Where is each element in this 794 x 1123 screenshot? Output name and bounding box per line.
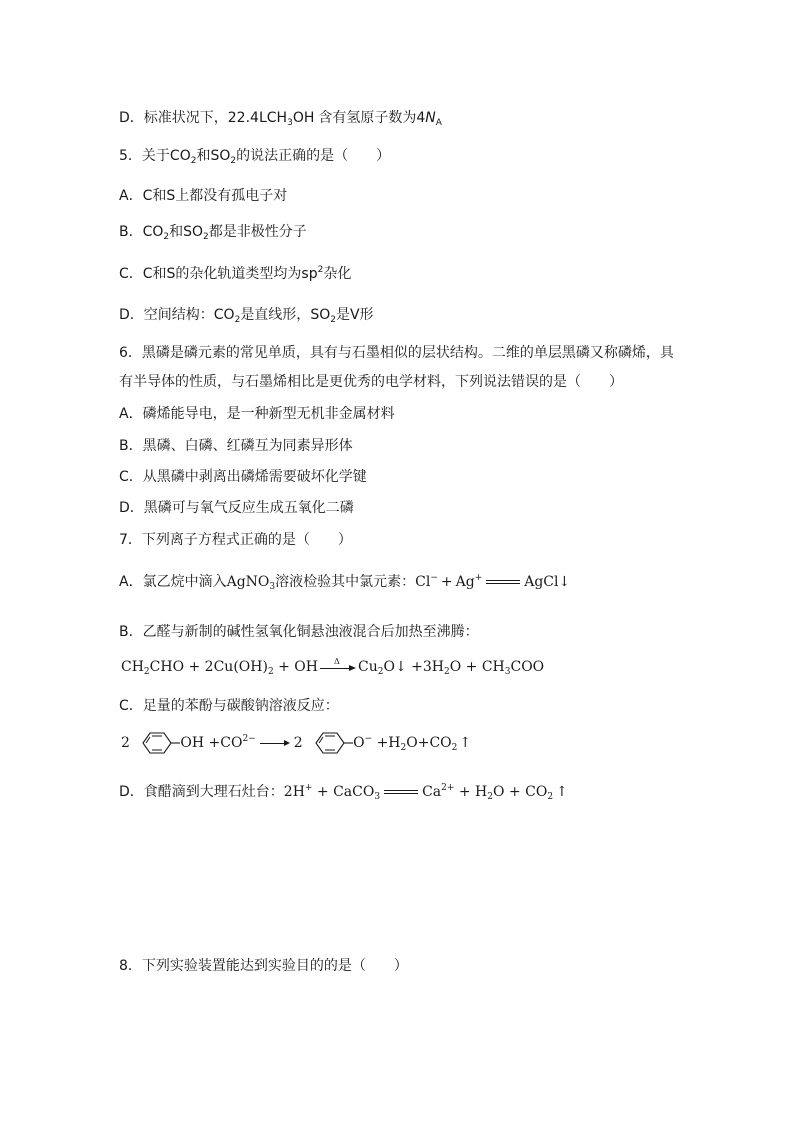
q5-option-a: A．C和S上都没有孤电子对 (119, 188, 288, 204)
q4d-na: N (425, 110, 436, 126)
q7-option-c: C．足量的苯酚与碳酸钠溶液反应： (119, 698, 339, 714)
q7-c-equation: 2 OH $+CO^{2-}$ 2 $O^- +H_2O+CO_2$ ↑ (121, 731, 471, 755)
q6-stem-line1: 6．黑磷是磷元素的常见单质，具有与石墨相似的层状结构。二维的单层黑磷又称磷烯，具 (119, 345, 674, 361)
q4d-label: D．标准状况下，22.4L (119, 110, 267, 126)
q5-option-b: B．$CO_2$和$SO_2$都是非极性分子 (119, 224, 307, 242)
q4-option-d (119, 108, 442, 128)
q6-stem-line2: 有半导体的性质，与石墨烯相比是更优秀的电学材料，下列说法错误的是（ ） (119, 374, 623, 390)
q5-option-d: D．空间结构：$CO_2$是直线形，$SO_2$是V形 (119, 307, 374, 325)
q4d-text: 含有氢原子数为4 (318, 110, 426, 126)
benzene-ring-icon (134, 731, 180, 755)
benzene-ring-icon (307, 731, 353, 755)
reaction-arrow (260, 736, 290, 750)
q6-option-d: D．黑磷可与氧气反应生成五氧化二磷 (119, 500, 354, 516)
q7-b-equation: $CH_2CHO + 2Cu(OH)_2$ + OH Δ $Cu_2O↓ +3H_2O + CH_3COO$ (121, 657, 545, 677)
q6-option-c: C．从黑磷中剥离出磷烯需要破坏化学键 (119, 469, 367, 485)
q5-option-c: C．C和S的杂化轨道类型均为$sp^2$杂化 (119, 265, 352, 282)
q5-stem: 5．关于$CO_2$和$SO_2$的说法正确的是（ ） (119, 148, 391, 166)
q6-option-b: B．黑磷、白磷、红磷互为同素异形体 (119, 438, 353, 454)
q7-option-a: A．氯乙烷中滴入AgNO$_3$溶液检验其中氯元素：Cl− + Ag+ AgCl↓ (119, 573, 571, 592)
q4d-na-sub: A (435, 118, 442, 128)
q4d-formula: $CH_3OH$ (266, 110, 315, 128)
q8-stem: 8．下列实验装置能达到实验目的的是（ ） (119, 958, 408, 974)
heat-arrow: Δ (320, 660, 356, 674)
q6-option-a: A．磷烯能导电，是一种新型无机非金属材料 (119, 406, 395, 422)
q7-option-b: B．乙醛与新制的碱性氢氧化铜悬浊液混合后加热至沸腾： (119, 624, 479, 640)
q7-stem: 7．下列离子方程式正确的是（ ） (119, 532, 352, 548)
q7-option-d: D．食醋滴到大理石灶台：2H+ + CaCO$_3$ $Ca^{2+} + H_2O + CO_2$ ↑ (119, 783, 568, 802)
